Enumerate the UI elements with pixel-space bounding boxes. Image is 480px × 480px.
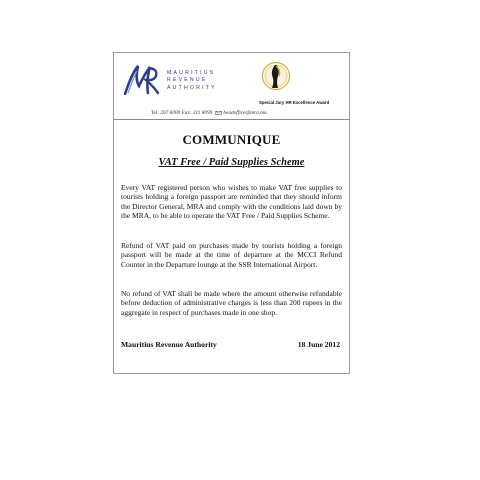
envelope-icon [215, 111, 222, 115]
award-caption: Special Jury HR Excellence Award [259, 100, 330, 105]
paragraph: Refund of VAT paid on purchases made by tourists holding a foreign passport will be made at the time of departure at the MCCI Refund Counter in the Departure lounge at the SSR International Airport. [121, 241, 342, 269]
date: 18 June 2012 [297, 340, 340, 349]
signatory: Mauritius Revenue Authority [121, 340, 217, 349]
subtitle: VAT Free / Paid Supplies Scheme [158, 157, 305, 168]
communique-page [113, 52, 350, 374]
page-title: COMMUNIQUE [182, 132, 281, 147]
paragraph: Every VAT registered person who wishes to make VAT free supplies to tourists holding a foreign passport are reminded that they should inform the Director General, MRA and comply with the conditions laid down by the MRA, to be able to operate the VAT Free / Paid Supplies Scheme. [121, 183, 342, 220]
letterhead [114, 53, 349, 119]
organization-name-line: MAURITIUS [167, 70, 216, 76]
mra-logo [124, 63, 160, 95]
paragraph: No refund of VAT shall be made where the amount otherwise refundable before deduction of administrative charges is less than 200 rupees in the aggregate in respect of purchases made in one shop. [121, 289, 342, 317]
email-address: headoffice@mra.mu [223, 110, 267, 116]
phone-fax: Tel: 207 6000 Fax: 211 8099 [151, 110, 213, 116]
header-divider [114, 119, 349, 120]
organization-name-line: AUTHORITY [167, 84, 217, 91]
organization-name-line: REVENUE [167, 77, 208, 84]
organization-name [167, 70, 217, 92]
award-trophy-logo [259, 61, 293, 91]
contact-line [151, 110, 267, 116]
